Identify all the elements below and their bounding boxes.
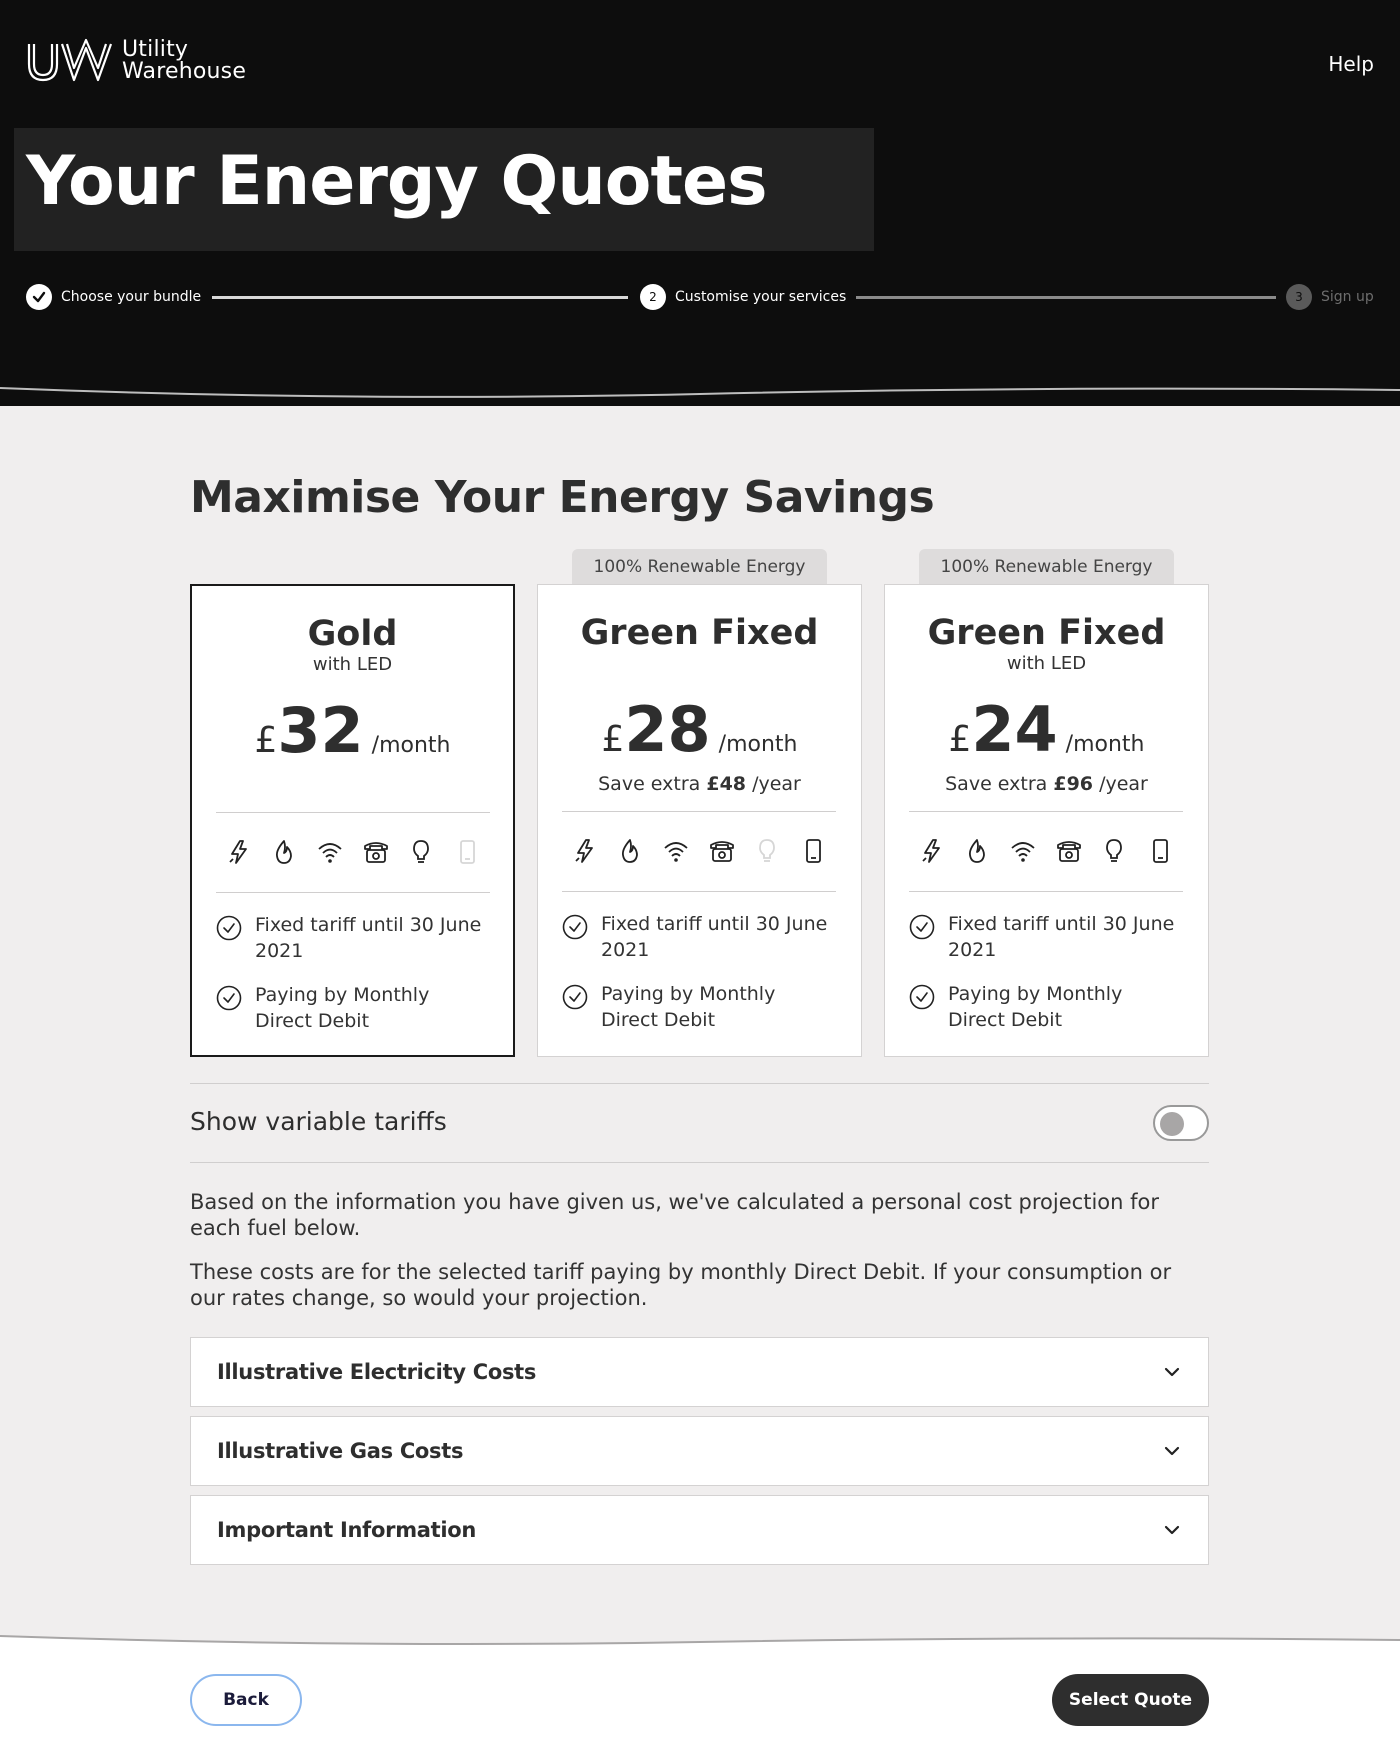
projection-intro-text: Based on the information you have given us, we've calculated a personal cost projection for each fuel below. [190, 1190, 1159, 1240]
tariff-card-gold[interactable] [190, 584, 515, 1057]
card-divider [562, 891, 836, 892]
variable-tariffs-label: Show variable tariffs [190, 1107, 447, 1136]
landline-phone-icon [1055, 837, 1083, 865]
price-amount: 24 [971, 693, 1058, 766]
landline-phone-icon [708, 837, 736, 865]
mobile-phone-icon [453, 838, 481, 866]
check-circle-icon [216, 985, 242, 1011]
electricity-icon [918, 837, 946, 865]
toggle-bottom-divider [190, 1162, 1209, 1163]
price-amount: 32 [277, 694, 364, 767]
saving-amount: £48 [706, 773, 747, 795]
check-circle-icon [562, 984, 588, 1010]
feature-text: Paying by Monthly Direct Debit [948, 983, 1123, 1031]
card-divider [909, 891, 1183, 892]
accordion-title: Illustrative Gas Costs [217, 1439, 464, 1463]
renewable-tag: 100% Renewable Energy [919, 549, 1174, 585]
tariff-card-green-fixed-led[interactable] [884, 584, 1209, 1057]
tariff-subtitle: with LED [1006, 653, 1087, 674]
chevron-down-icon [1162, 1520, 1182, 1540]
tariff-name: Green Fixed [580, 613, 819, 653]
price-currency: £ [601, 719, 625, 760]
toggle-knob [1160, 1112, 1184, 1136]
saving-amount: £96 [1053, 773, 1094, 795]
electricity-icon [571, 837, 599, 865]
step-3-label: Sign up [1321, 289, 1374, 305]
tariff-price [885, 693, 1208, 766]
saving-suffix: /year [1099, 773, 1148, 795]
step-2-label: Customise your services [675, 289, 847, 305]
page-title: Your Energy Quotes [26, 142, 767, 221]
price-period: /month [1065, 732, 1145, 757]
saving-prefix: Save extra [598, 773, 701, 795]
tariff-card-green-fixed[interactable] [537, 584, 862, 1057]
saving-prefix: Save extra [945, 773, 1048, 795]
led-bulb-icon [1100, 837, 1128, 865]
card-divider [216, 812, 490, 813]
accordion-gas-costs[interactable] [190, 1416, 1209, 1486]
logo-line-1: Utility [122, 37, 189, 62]
accordion-important-information[interactable] [190, 1495, 1209, 1565]
projection-note-text: These costs are for the selected tariff paying by monthly Direct Debit. If your consumption or our rates change, so would your projection. [190, 1260, 1172, 1310]
feature-item [909, 911, 1183, 963]
gas-flame-icon [616, 837, 644, 865]
gas-flame-icon [963, 837, 991, 865]
utility-warehouse-logo[interactable] [26, 38, 246, 84]
price-currency: £ [254, 720, 278, 761]
tariff-name: Green Fixed [927, 613, 1166, 653]
section-title: Maximise Your Energy Savings [190, 472, 935, 523]
broadband-wifi-icon [316, 838, 344, 866]
feature-item [216, 982, 490, 1034]
step-1-connector [212, 296, 628, 299]
step-1-complete [26, 284, 52, 310]
tariff-price [192, 694, 513, 767]
price-period: /month [371, 733, 451, 758]
uw-logo-icon [26, 38, 114, 84]
variable-tariffs-toggle[interactable] [1153, 1105, 1209, 1141]
help-link[interactable]: Help [1328, 52, 1374, 76]
tariff-subtitle: with LED [312, 654, 393, 675]
step-2-current: 2 [640, 284, 666, 310]
saving-suffix: /year [752, 773, 801, 795]
card-divider [909, 811, 1183, 812]
price-period: /month [718, 732, 798, 757]
header-wave [0, 380, 1400, 420]
accordion-title: Illustrative Electricity Costs [217, 1360, 537, 1384]
feature-text: Paying by Monthly Direct Debit [255, 984, 430, 1032]
price-currency: £ [948, 719, 972, 760]
service-icons [562, 833, 836, 869]
check-icon [32, 290, 46, 304]
step-2-connector [856, 296, 1276, 299]
tariff-name: Gold [307, 614, 398, 654]
accordion-title: Important Information [217, 1518, 477, 1542]
chevron-down-icon [1162, 1441, 1182, 1461]
feature-item [909, 981, 1183, 1033]
check-circle-icon [909, 914, 935, 940]
renewable-tag: 100% Renewable Energy [572, 549, 827, 585]
saving-text [538, 773, 861, 795]
electricity-icon [225, 838, 253, 866]
select-quote-button[interactable]: Select Quote [1052, 1674, 1209, 1726]
feature-item [216, 912, 490, 964]
accordion-electricity-costs[interactable] [190, 1337, 1209, 1407]
saving-text [885, 773, 1208, 795]
gas-flame-icon [270, 838, 298, 866]
tariff-price [538, 693, 861, 766]
check-circle-icon [562, 914, 588, 940]
back-button[interactable]: Back [190, 1674, 302, 1726]
logo-wordmark [122, 39, 246, 83]
broadband-wifi-icon [662, 837, 690, 865]
led-bulb-icon [407, 838, 435, 866]
led-bulb-icon [753, 837, 781, 865]
chevron-down-icon [1162, 1362, 1182, 1382]
broadband-wifi-icon [1009, 837, 1037, 865]
progress-steps [26, 284, 1374, 310]
check-circle-icon [216, 915, 242, 941]
logo-line-2: Warehouse [122, 59, 247, 84]
feature-text: Fixed tariff until 30 June 2021 [601, 913, 828, 961]
landline-phone-icon [362, 838, 390, 866]
feature-text: Fixed tariff until 30 June 2021 [255, 914, 482, 962]
feature-item [562, 911, 836, 963]
card-divider [216, 892, 490, 893]
step-1-label: Choose your bundle [61, 289, 202, 305]
mobile-phone-icon [1146, 837, 1174, 865]
mobile-phone-icon [799, 837, 827, 865]
step-3-upcoming: 3 [1286, 284, 1312, 310]
card-divider [562, 811, 836, 812]
price-amount: 28 [624, 693, 711, 766]
service-icons [216, 834, 490, 870]
feature-text: Paying by Monthly Direct Debit [601, 983, 776, 1031]
service-icons [909, 833, 1183, 869]
toggle-top-divider [190, 1083, 1209, 1084]
feature-text: Fixed tariff until 30 June 2021 [948, 913, 1175, 961]
check-circle-icon [909, 984, 935, 1010]
feature-item [562, 981, 836, 1033]
